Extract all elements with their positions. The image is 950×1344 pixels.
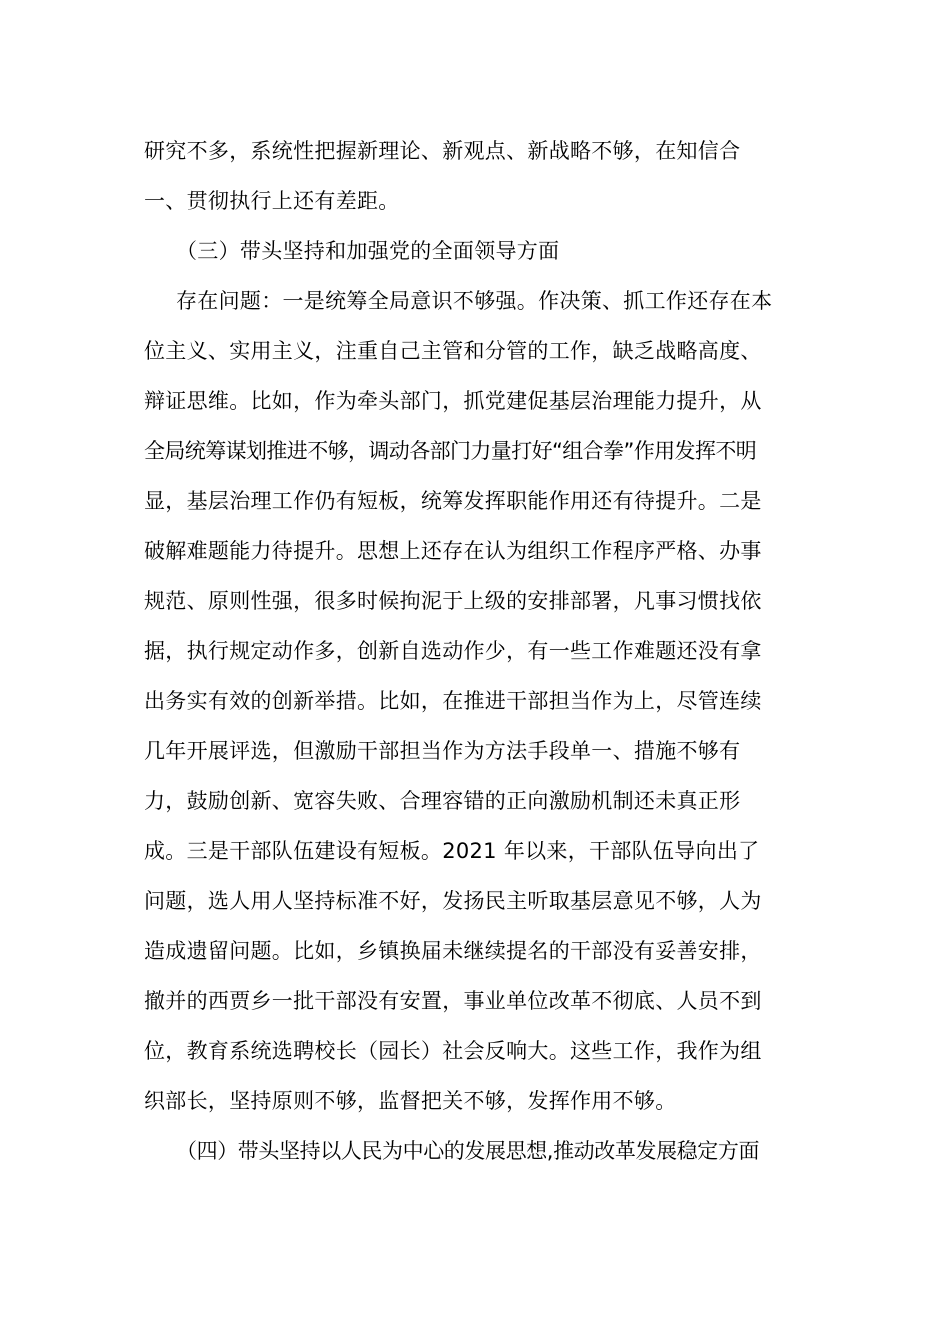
text-line: 显，基层治理工作仍有短板，统筹发挥职能作用还有待提升。二是	[144, 489, 762, 513]
text-line: 位主义、实用主义，注重自己主管和分管的工作，缺乏战略高度、	[144, 339, 762, 363]
text-line: 撤并的西贾乡一批干部没有安置，事业单位改革不彻底、人员不到	[144, 989, 762, 1013]
text-line: 规范、原则性强，很多时候拘泥于上级的安排部署，凡事习惯找依	[144, 589, 762, 613]
text-line: 问题，选人用人坚持标准不好，发扬民主听取基层意见不够，人为	[144, 889, 762, 913]
text-line: 一、贯彻执行上还有差距。	[144, 189, 400, 213]
text-line: 出务实有效的创新举措。比如，在推进干部担当作为上，尽管连续	[144, 689, 762, 713]
text-line: 位，教育系统选聘校长（园长）社会反响大。这些工作，我作为组	[144, 1039, 762, 1063]
section-heading: （三）带头坚持和加强党的全面领导方面	[176, 239, 560, 263]
text-line: 造成遗留问题。比如，乡镇换届未继续提名的干部没有妥善安排，	[144, 939, 762, 963]
text-line: 织部长，坚持原则不够，监督把关不够，发挥作用不够。	[144, 1089, 677, 1113]
text-line: 据，执行规定动作多，创新自选动作少，有一些工作难题还没有拿	[144, 639, 762, 663]
text-line: 全局统筹谋划推进不够，调动各部门力量打好“组合拳”作用发挥不明	[144, 439, 757, 463]
text-line: 辩证思维。比如，作为牵头部门，抓党建促基层治理能力提升，从	[144, 389, 762, 413]
text-line: 研究不多，系统性把握新理论、新观点、新战略不够，在知信合	[144, 139, 741, 163]
text-line: 成。三是干部队伍建设有短板。2021 年以来，干部队伍导向出了	[144, 839, 760, 863]
text-line: 几年开展评选，但激励干部担当作为方法手段单一、措施不够有	[144, 739, 741, 763]
section-heading: （四）带头坚持以人民为中心的发展思想,推动改革发展稳定方面	[176, 1139, 760, 1163]
text-line: 破解难题能力待提升。思想上还存在认为组织工作程序严格、办事	[144, 539, 762, 563]
text-line: 存在问题：一是统筹全局意识不够强。作决策、抓工作还存在本	[176, 289, 773, 313]
text-line: 力，鼓励创新、宽容失败、合理容错的正向激励机制还未真正形	[144, 789, 741, 813]
